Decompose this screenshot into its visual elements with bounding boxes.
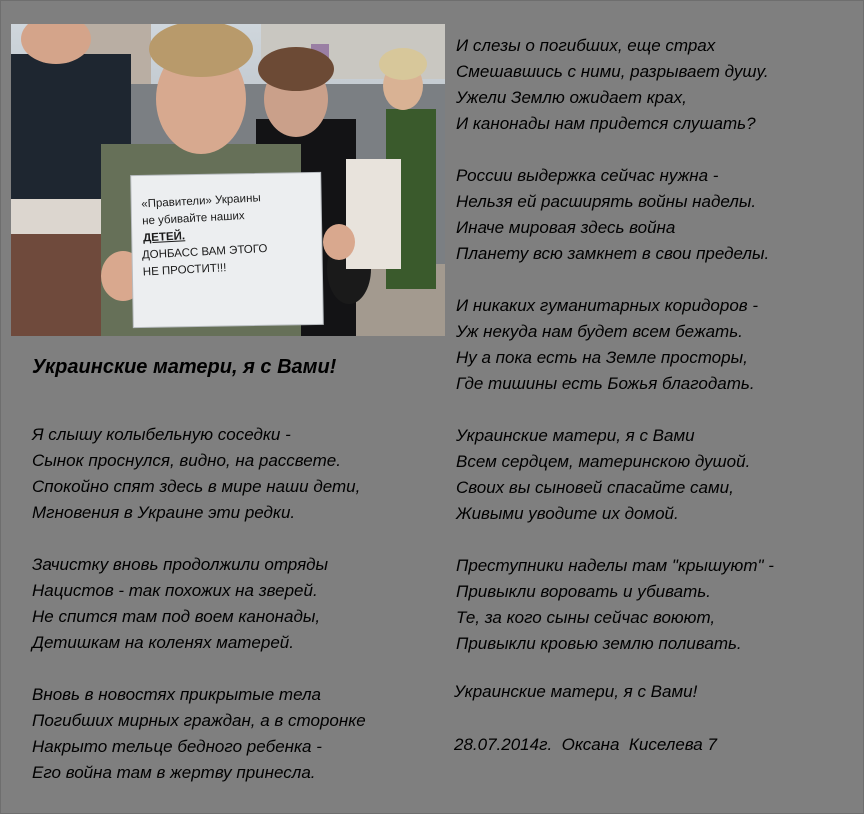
poem-line: Нельзя ей расширять войны наделы. bbox=[456, 192, 757, 211]
poem-line: Смешавшись с ними, разрывает душу. bbox=[456, 62, 769, 81]
poem-line: Не спится там под воем канонады, bbox=[32, 607, 321, 626]
poem-line: Ну а пока есть на Земле просторы, bbox=[456, 348, 748, 367]
sign-line: НЕ ПРОСТИТ!!! bbox=[142, 262, 227, 279]
stanza bbox=[32, 682, 366, 786]
sign-line: не убивайте наших bbox=[141, 210, 245, 228]
sign-line: ДОНБАСС ВАМ ЭТОГО bbox=[141, 242, 268, 262]
protest-photo-illustration bbox=[11, 24, 445, 336]
stanza bbox=[456, 33, 774, 137]
poem-line: И никаких гуманитарных коридоров - bbox=[456, 296, 759, 315]
protest-sign-text bbox=[137, 187, 319, 281]
poem-line: Живыми уводите их домой. bbox=[456, 504, 679, 523]
poem-line: Нацистов - так похожих на зверей. bbox=[32, 581, 318, 600]
poem-line: Преступники наделы там "крышуют" - bbox=[456, 556, 774, 575]
protest-photo bbox=[11, 24, 445, 336]
poem-line: И слезы о погибших, еще страх bbox=[456, 36, 716, 55]
poem-line: Украинские матери, я с Вами bbox=[456, 426, 695, 445]
poem-line: Его война там в жертву принесла. bbox=[32, 763, 316, 782]
poem-line: Планету всю замкнет в свои пределы. bbox=[456, 244, 770, 263]
poem-line: Где тишины есть Божья благодать. bbox=[456, 374, 755, 393]
poem-line: Привыкли кровью землю поливать. bbox=[456, 634, 742, 653]
poem-right-column bbox=[456, 33, 774, 683]
poem-line: Своих вы сыновей спасайте сами, bbox=[456, 478, 734, 497]
poem-left-column bbox=[32, 422, 366, 812]
stanza bbox=[456, 163, 774, 267]
sign-line: «Правители» Украины bbox=[140, 192, 261, 211]
poem-closing-line: Украинские матери, я с Вами! bbox=[454, 682, 698, 701]
poem-line: России выдержка сейчас нужна - bbox=[456, 166, 719, 185]
poem-line: Детишкам на коленях матерей. bbox=[32, 633, 294, 652]
poem-line: И канонады нам придется слушать? bbox=[456, 114, 756, 133]
poem-line: Зачистку вновь продолжили отряды bbox=[32, 555, 329, 574]
poem-line: Иначе мировая здесь война bbox=[456, 218, 676, 237]
stanza bbox=[456, 423, 774, 527]
poem-line: Мгновения в Украине эти редки. bbox=[32, 503, 296, 522]
poem-line: Накрыто тельце бедного ребенка - bbox=[32, 737, 322, 756]
stanza bbox=[32, 552, 366, 656]
stanza bbox=[456, 553, 774, 657]
poem-line: Те, за кого сыны сейчас воюют, bbox=[456, 608, 716, 627]
poem-line: Сынок проснулся, видно, на рассвете. bbox=[32, 451, 341, 470]
poem-line: Ужели Землю ожидает крах, bbox=[456, 88, 687, 107]
poem-line: Уж некуда нам будет всем бежать. bbox=[456, 322, 743, 341]
poem-line: Вновь в новостях прикрытые тела bbox=[32, 685, 322, 704]
stanza bbox=[456, 293, 774, 397]
poem-title: Украинские матери, я с Вами! bbox=[32, 356, 337, 378]
poem-signature: 28.07.2014г. Оксана Киселева 7 bbox=[454, 735, 717, 754]
stanza bbox=[32, 422, 366, 526]
poem-line: Привыкли воровать и убивать. bbox=[456, 582, 711, 601]
poem-line: Спокойно спят здесь в мире наши дети, bbox=[32, 477, 361, 496]
poem-line: Я слышу колыбельную соседки - bbox=[32, 425, 291, 444]
poem-line: Всем сердцем, материнскою душой. bbox=[456, 452, 751, 471]
poem-line: Погибших мирных граждан, а в сторонке bbox=[32, 711, 366, 730]
sign-line: ДЕТЕЙ. bbox=[142, 230, 186, 245]
